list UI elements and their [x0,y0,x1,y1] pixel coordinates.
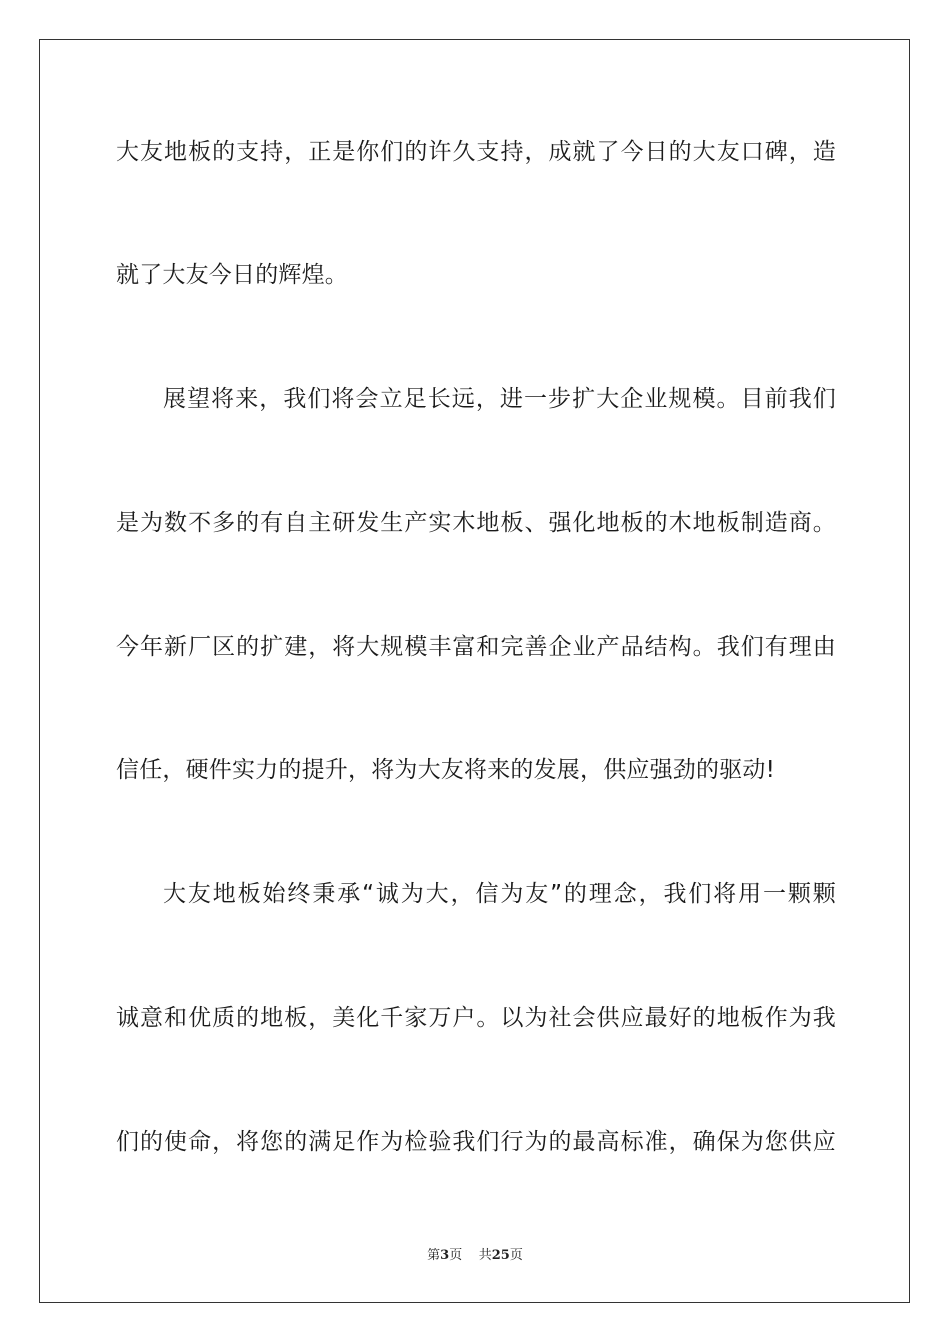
total-suffix: 页 [509,1248,523,1263]
current-page-number: 3 [440,1248,450,1263]
text-line-8: 诚意和优质的地板，美化千家万户。以为社会供应最好的地板作为我 [116,1005,836,1031]
text-line-4: 是为数不多的有自主研发生产实木地板、强化地板的木地板制造商。 [116,510,836,536]
text-line-3: 展望将来，我们将会立足长远，进一步扩大企业规模。目前我们 [163,386,836,412]
page-suffix: 页 [449,1248,463,1263]
text-line-9: 们的使命，将您的满足作为检验我们行为的最高标准，确保为您供应 [116,1129,836,1155]
page-prefix: 第 [427,1248,441,1263]
text-line-7: 大友地板始终秉承“诚为大，信为友”的理念，我们将用一颗颗 [163,881,836,907]
page-footer [0,1247,950,1265]
text-line-6: 信任，硬件实力的提升，将为大友将来的发展，供应强劲的驱动! [116,757,776,783]
text-line-5: 今年新厂区的扩建，将大规模丰富和完善企业产品结构。我们有理由 [116,634,836,660]
total-page-number: 25 [491,1248,510,1263]
page-border [39,39,910,1303]
text-line-2: 就了大友今日的辉煌。 [116,262,348,288]
text-line-1: 大友地板的支持，正是你们的许久支持，成就了今日的大友口碑，造 [116,139,836,165]
total-prefix: 共 [478,1248,492,1263]
